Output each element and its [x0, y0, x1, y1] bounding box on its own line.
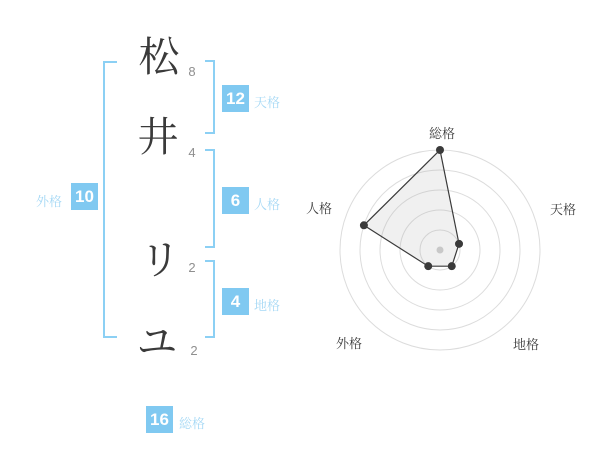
jinkaku-label: 人格	[254, 197, 281, 212]
name-char-1: 松	[138, 34, 180, 80]
jinkaku-bracket	[205, 149, 215, 248]
radar-chart	[330, 140, 550, 360]
gaikaku-value-badge: 10	[71, 183, 98, 210]
name-char-3: リ	[139, 237, 181, 283]
stroke-count-4: 2	[190, 343, 198, 358]
tenkaku-bracket	[205, 60, 215, 134]
gaikaku-bracket	[103, 61, 117, 338]
soukaku-value-badge: 16	[146, 406, 173, 433]
chikaku-bracket	[205, 260, 215, 338]
gaikaku-label: 外格	[36, 194, 63, 209]
stroke-count-3: 2	[188, 260, 196, 275]
name-char-4: ユ	[136, 319, 178, 365]
tenkaku-label: 天格	[254, 95, 281, 110]
radar-axis-label-jinkaku: 人格	[305, 201, 332, 216]
chikaku-label: 地格	[254, 298, 281, 313]
name-char-2: 井	[137, 114, 179, 160]
radar-axis-label-chikaku: 地格	[512, 337, 539, 352]
radar-axis-label-tenkaku: 天格	[549, 202, 576, 217]
radar-axis-label-gaikaku: 外格	[335, 336, 362, 351]
tenkaku-value-badge: 12	[222, 85, 249, 112]
jinkaku-value-badge: 6	[222, 187, 249, 214]
chikaku-value-badge: 4	[222, 288, 249, 315]
soukaku-label: 総格	[179, 416, 206, 431]
stroke-count-2: 4	[188, 145, 196, 160]
radar-axis-label-soukaku: 総格	[428, 126, 455, 141]
stroke-count-1: 8	[188, 64, 196, 79]
